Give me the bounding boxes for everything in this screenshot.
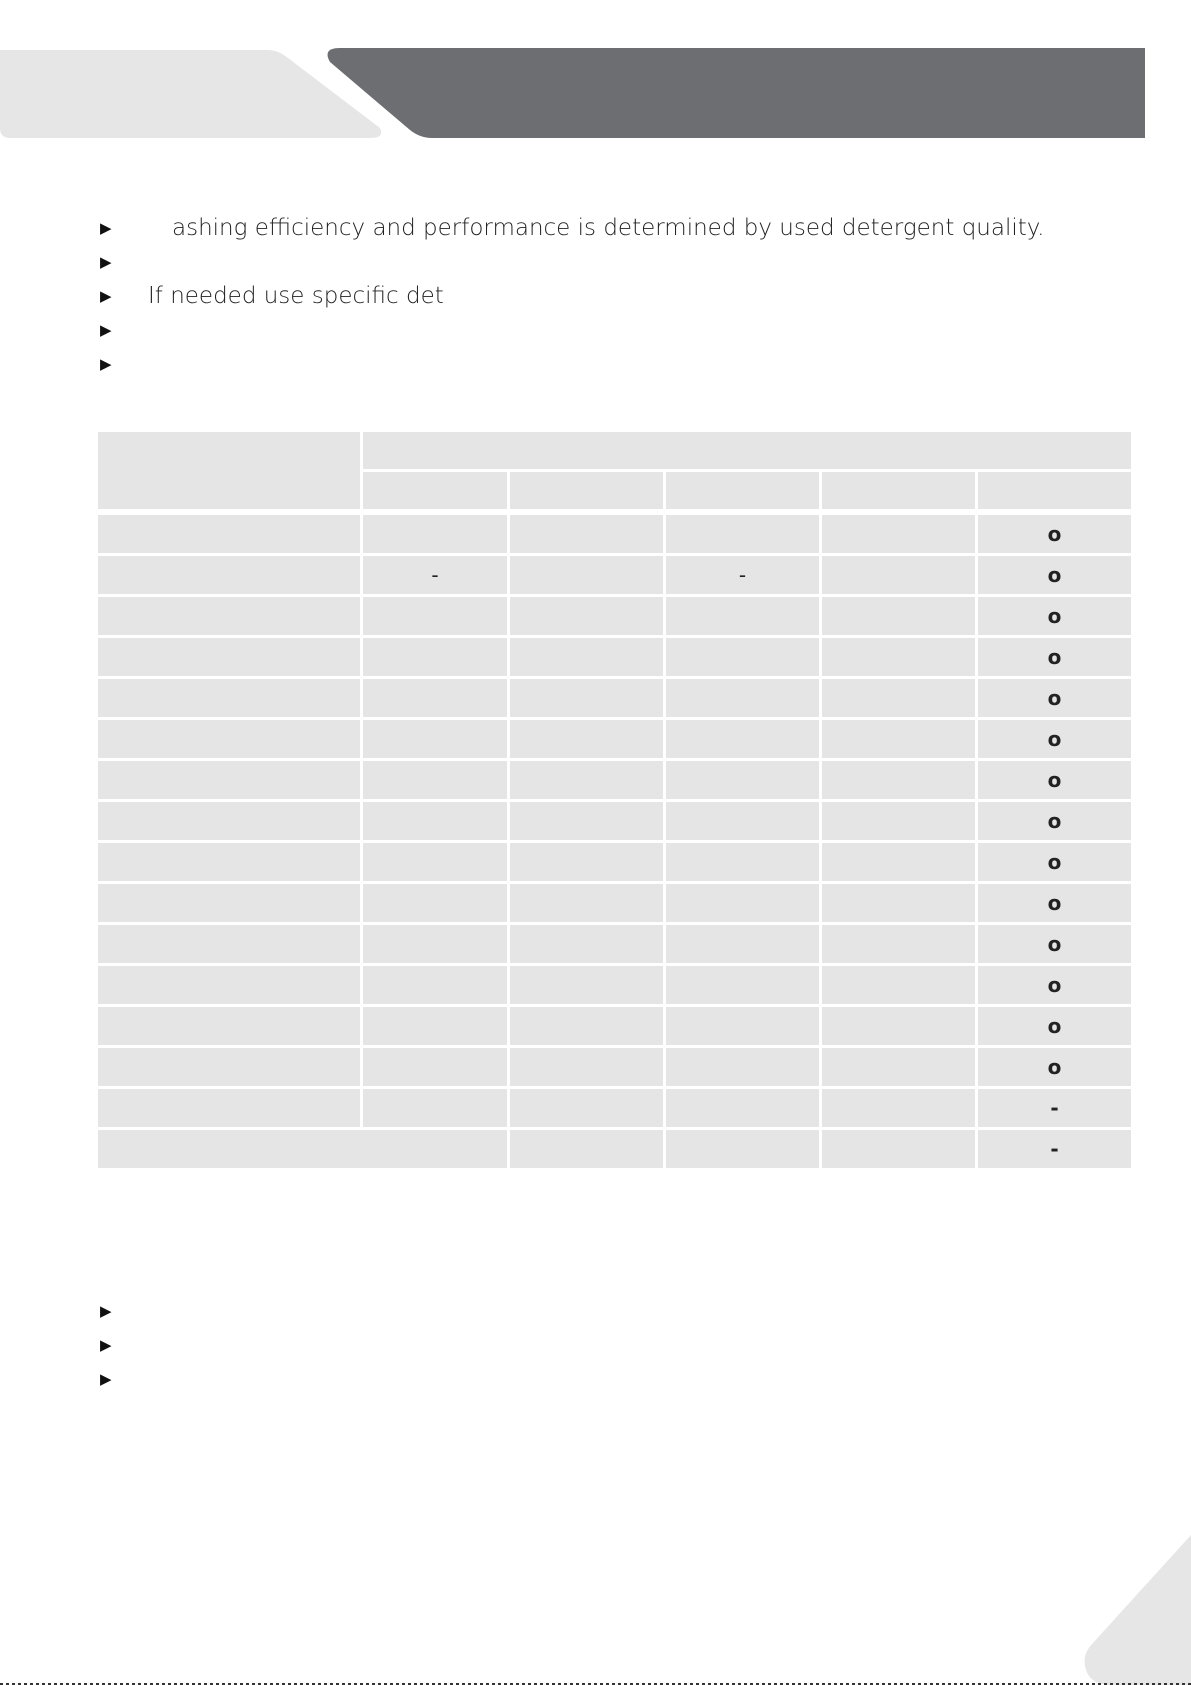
table-cell xyxy=(666,1007,819,1045)
bullet-text: If needed use specific det xyxy=(148,283,444,309)
table-cell xyxy=(363,638,507,676)
table-row-label-cell xyxy=(98,802,360,840)
table-cell xyxy=(510,802,663,840)
table-row-label-cell xyxy=(98,843,360,881)
header-light-tab xyxy=(0,50,381,138)
table-row-label-cell xyxy=(98,1048,360,1086)
table-row-label-cell xyxy=(98,679,360,717)
table-cell xyxy=(510,515,663,553)
table-cell xyxy=(510,884,663,922)
page-corner-decoration xyxy=(1071,1535,1191,1685)
play-arrow-icon: ▶ xyxy=(100,321,112,339)
table-row-label-cell xyxy=(98,720,360,758)
table-dash: - xyxy=(431,563,439,587)
table-mark: o xyxy=(1047,1014,1062,1038)
table-row-label-cell xyxy=(98,761,360,799)
table-row-label-cell xyxy=(98,556,360,594)
table-cell xyxy=(666,843,819,881)
table-mark: o xyxy=(1047,932,1062,956)
play-arrow-icon: ▶ xyxy=(100,355,112,373)
table-cell xyxy=(822,1007,975,1045)
table-cell xyxy=(363,720,507,758)
table-mark: o xyxy=(1047,727,1062,751)
table-mark: o xyxy=(1047,1055,1062,1079)
table-cell xyxy=(363,1089,507,1127)
table-cell xyxy=(363,679,507,717)
play-arrow-icon: ▶ xyxy=(100,219,112,237)
table-cell xyxy=(510,1089,663,1127)
table-cell xyxy=(666,1048,819,1086)
table-cell xyxy=(666,925,819,963)
table-cell xyxy=(510,679,663,717)
table-header-cell xyxy=(978,472,1131,509)
table-row-label-cell xyxy=(98,1007,360,1045)
table-cell xyxy=(363,966,507,1004)
table-cell xyxy=(510,1007,663,1045)
table-cell xyxy=(666,761,819,799)
table-mark: o xyxy=(1047,850,1062,874)
table-mark: - xyxy=(1050,1096,1059,1120)
table-cell xyxy=(510,638,663,676)
table-cell xyxy=(363,802,507,840)
table-cell xyxy=(510,720,663,758)
table-cell xyxy=(363,843,507,881)
table-cell xyxy=(510,1048,663,1086)
table-cell xyxy=(822,1048,975,1086)
play-arrow-icon: ▶ xyxy=(100,1302,112,1320)
table-cell xyxy=(822,966,975,1004)
table-header-cell xyxy=(822,472,975,509)
table-row-label-cell xyxy=(98,884,360,922)
table-cell xyxy=(666,679,819,717)
table-cell xyxy=(510,597,663,635)
table-row-label-cell xyxy=(98,515,360,553)
header-dark-bar xyxy=(328,48,1145,138)
table-cell xyxy=(822,720,975,758)
table-mark: o xyxy=(1047,973,1062,997)
table-mark: o xyxy=(1047,645,1062,669)
table-footer-label-cell xyxy=(98,1130,507,1168)
table-cell xyxy=(666,1089,819,1127)
table-header-cell xyxy=(666,472,819,509)
table-header-group xyxy=(363,432,1131,469)
detergent-table xyxy=(98,432,1134,1170)
table-mark: o xyxy=(1047,768,1062,792)
table-cell xyxy=(822,679,975,717)
table-header-cell xyxy=(363,472,507,509)
table-mark: - xyxy=(1050,1137,1059,1161)
table-cell xyxy=(822,556,975,594)
bullet-text: ashing efficiency and performance is determined by used detergent quality. xyxy=(172,215,1045,241)
table-mark: o xyxy=(1047,604,1062,628)
table-cell xyxy=(510,1130,663,1168)
table-cell xyxy=(666,720,819,758)
table-cell xyxy=(666,966,819,1004)
table-cell xyxy=(510,556,663,594)
table-cell xyxy=(822,638,975,676)
table-cell xyxy=(822,925,975,963)
table-cell xyxy=(363,515,507,553)
table-cell xyxy=(363,884,507,922)
table-cell xyxy=(510,843,663,881)
table-cell xyxy=(666,515,819,553)
play-arrow-icon: ▶ xyxy=(100,253,112,271)
table-cell xyxy=(666,597,819,635)
table-cell xyxy=(666,802,819,840)
header-banner xyxy=(0,0,1191,150)
table-mark: o xyxy=(1047,522,1062,546)
table-cell xyxy=(822,597,975,635)
table-row-label-cell xyxy=(98,925,360,963)
table-cell xyxy=(363,597,507,635)
play-arrow-icon: ▶ xyxy=(100,287,112,305)
table-cell xyxy=(363,761,507,799)
table-cell xyxy=(822,1130,975,1168)
table-row-label-cell xyxy=(98,597,360,635)
play-arrow-icon: ▶ xyxy=(100,1336,112,1354)
table-header-cell xyxy=(510,472,663,509)
table-mark: o xyxy=(1047,891,1062,915)
table-row-label-cell xyxy=(98,966,360,1004)
table-mark: o xyxy=(1047,563,1062,587)
table-cell xyxy=(822,515,975,553)
table-mark: o xyxy=(1047,686,1062,710)
table-cell xyxy=(822,843,975,881)
table-row-label-cell xyxy=(98,1089,360,1127)
table-cell xyxy=(822,1089,975,1127)
table-cell xyxy=(822,884,975,922)
table-cell xyxy=(666,1130,819,1168)
table-cell xyxy=(363,925,507,963)
table-cell xyxy=(666,638,819,676)
table-cell xyxy=(510,761,663,799)
table-cell xyxy=(363,1048,507,1086)
table-cell xyxy=(510,925,663,963)
table-mark: o xyxy=(1047,809,1062,833)
table-dash: - xyxy=(738,563,747,587)
play-arrow-icon: ▶ xyxy=(100,1370,112,1388)
table-row-label-cell xyxy=(98,638,360,676)
table-cell xyxy=(510,966,663,1004)
table-cell xyxy=(822,802,975,840)
table-cell xyxy=(822,761,975,799)
table-cell xyxy=(666,884,819,922)
table-header-corner xyxy=(98,432,360,509)
table-cell xyxy=(363,1007,507,1045)
